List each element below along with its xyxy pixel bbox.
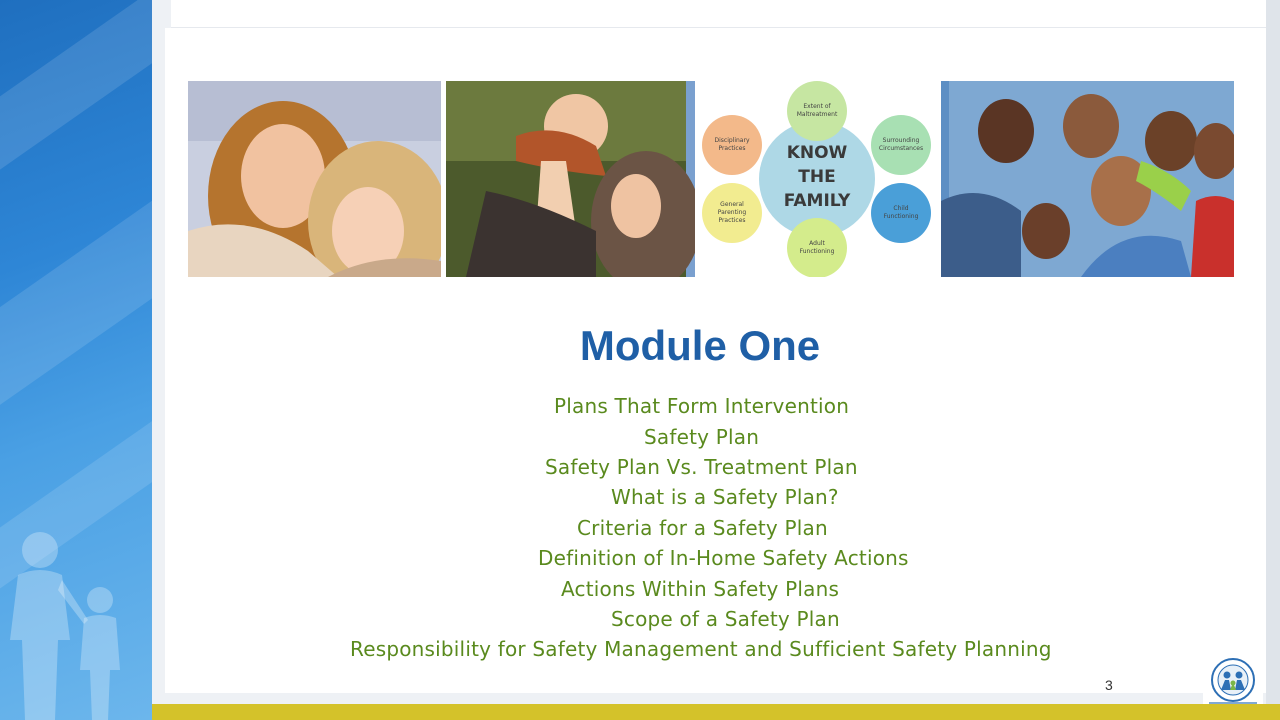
top-strip <box>171 0 1266 28</box>
know-the-family-diagram <box>695 81 941 277</box>
node-surrounding-line-1: Surrounding <box>882 137 920 144</box>
node-disciplinary-line-2: Practices <box>718 145 746 152</box>
topic-item: Safety Plan Vs. Treatment Plan <box>545 455 858 479</box>
node-adult-line-2: Functioning <box>799 248 835 255</box>
mother-baby-photo <box>446 81 695 277</box>
family-group-photo <box>941 81 1234 277</box>
diagram-center-line-2: THE <box>798 167 836 187</box>
topic-item: What is a Safety Plan? <box>611 485 839 509</box>
topic-item: Plans That Form Intervention <box>554 394 850 418</box>
node-parenting-line-3: Practices <box>718 217 746 224</box>
topic-item: Scope of a Safety Plan <box>611 607 840 631</box>
left-decorative-band <box>0 0 152 720</box>
node-extent-line-2: Maltreatment <box>796 111 838 118</box>
diagram-center-line-1: KNOW <box>786 143 848 163</box>
topic-item: Definition of In-Home Safety Actions <box>538 546 909 570</box>
node-extent-line-1: Extent of <box>803 103 831 110</box>
topic-item: Responsibility for Safety Management and Sufficient Safety Planning <box>350 637 1052 661</box>
node-adult-line-1: Adult <box>809 240 825 247</box>
node-child-line-2: Functioning <box>883 213 919 220</box>
right-edge <box>1266 0 1280 704</box>
node-disciplinary-line-1: Disciplinary <box>714 137 750 144</box>
node-parenting-line-1: General <box>720 201 744 208</box>
node-surrounding-line-2: Circumstances <box>878 145 924 152</box>
page-number: 3 <box>1105 677 1113 693</box>
family-silhouette-icon <box>0 520 152 720</box>
department-seal-logo <box>1203 656 1263 708</box>
topic-item: Criteria for a Safety Plan <box>577 516 828 540</box>
page-title: Module One <box>579 322 821 369</box>
node-child-line-1: Child <box>893 205 909 212</box>
node-parenting-line-2: Parenting <box>717 209 747 216</box>
diagram-center-line-3: FAMILY <box>783 191 851 211</box>
mother-daughter-photo <box>188 81 441 277</box>
bottom-accent-bar <box>152 704 1280 720</box>
topic-item: Safety Plan <box>644 425 760 449</box>
topic-item: Actions Within Safety Plans <box>561 577 840 601</box>
